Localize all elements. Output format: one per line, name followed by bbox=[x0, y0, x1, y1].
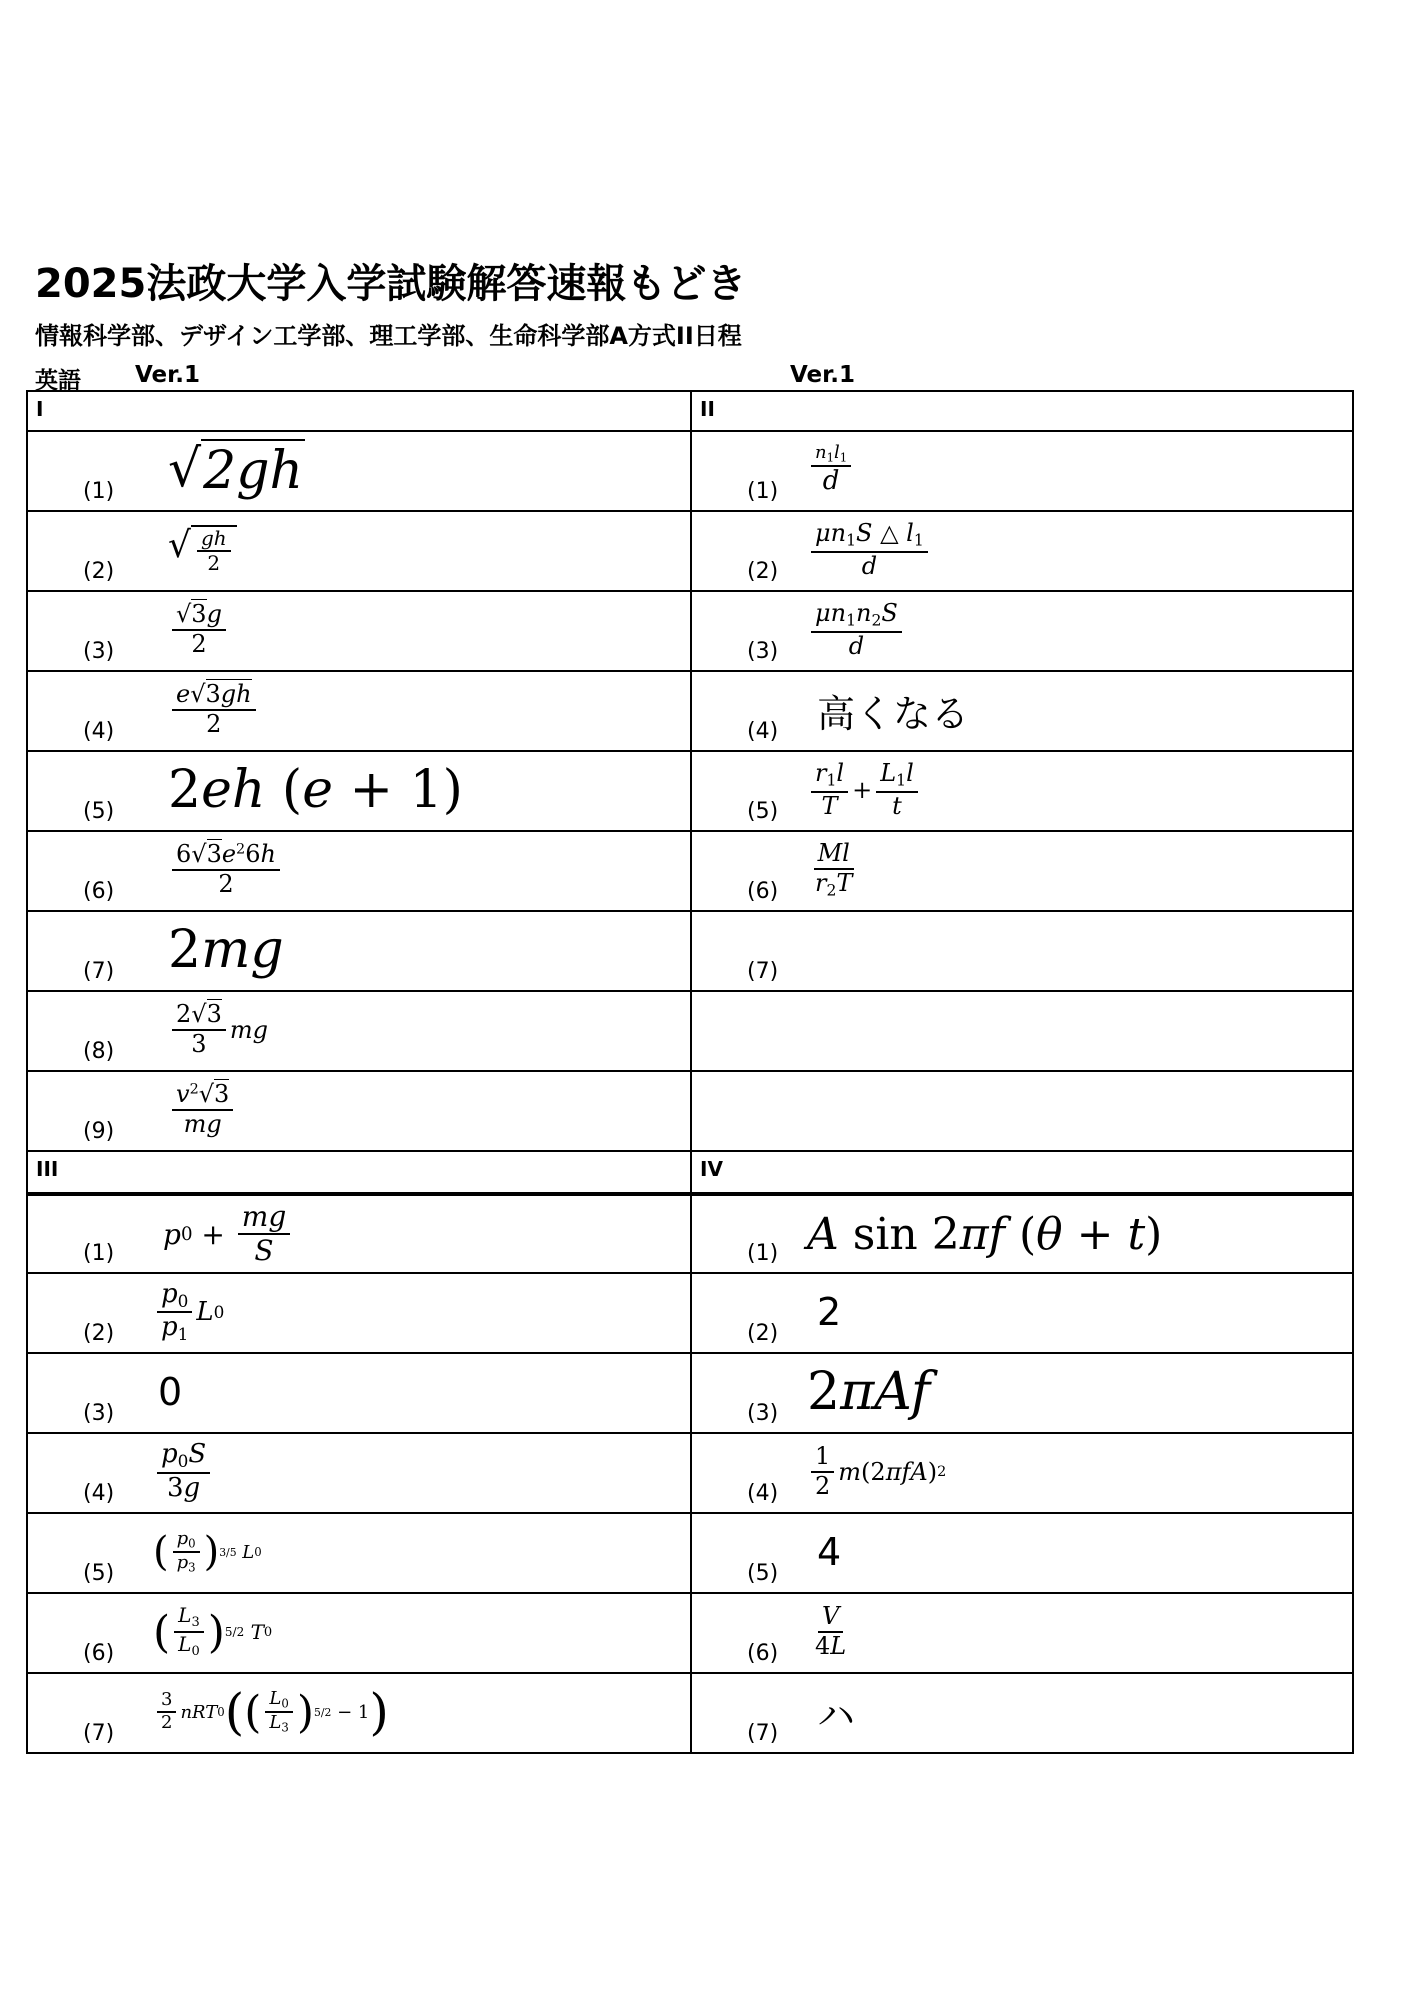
answer-formula: $\frac{2√3}{3}$ mg bbox=[168, 992, 268, 1068]
question-number: (3) bbox=[83, 1401, 115, 1426]
answer-row bbox=[690, 912, 1354, 992]
question-number: (6) bbox=[747, 1641, 779, 1666]
question-number: (6) bbox=[83, 879, 115, 904]
question-number: (7) bbox=[83, 959, 115, 984]
question-number: (1) bbox=[83, 479, 115, 504]
answer-row bbox=[26, 992, 692, 1072]
answer-formula: $\frac{v^2√3}{mg}$ bbox=[168, 1072, 237, 1148]
answer-row bbox=[690, 512, 1354, 592]
answer-formula: $\frac{V}{4L}$ bbox=[815, 1602, 847, 1660]
question-number: (5) bbox=[83, 1561, 115, 1586]
answer-formula: √ 2gh bbox=[168, 439, 304, 501]
answer-formula: A sin 2 πf ( θ + t ) bbox=[807, 1208, 1163, 1260]
question-number: (1) bbox=[747, 1241, 779, 1266]
question-number: (4) bbox=[83, 1481, 115, 1506]
section-I bbox=[26, 390, 690, 1152]
answer-text: 高くなる bbox=[817, 691, 970, 736]
subject-label: 英語 bbox=[35, 368, 81, 394]
answer-formula: 2 πAf bbox=[807, 1362, 931, 1422]
question-number: (6) bbox=[83, 1641, 115, 1666]
section-II-header: II bbox=[690, 390, 1354, 432]
answer-row bbox=[26, 672, 692, 752]
answer-formula: $\frac{6√3e^26h}{2}$ bbox=[168, 832, 284, 908]
answer-sheet bbox=[26, 390, 1354, 1754]
section-IV bbox=[690, 1152, 1354, 1754]
answer-formula: $\frac{p_0}{p_1}$ L 0 bbox=[153, 1274, 224, 1350]
answer-formula: $\frac{\mu n_1n_2S}{d}$ bbox=[807, 592, 906, 668]
question-number: (9) bbox=[83, 1119, 115, 1144]
section-IV-header: IV bbox=[690, 1152, 1354, 1194]
answer-block-upper bbox=[26, 390, 1354, 1152]
question-number: (8) bbox=[83, 1039, 115, 1064]
question-number: (2) bbox=[747, 1321, 779, 1346]
section-III bbox=[26, 1152, 690, 1754]
section-III-header: III bbox=[26, 1152, 692, 1194]
question-number: (7) bbox=[747, 1721, 779, 1746]
answer-formula: 2 eh ( e + 1) bbox=[168, 760, 463, 820]
question-number: (5) bbox=[747, 1561, 779, 1586]
answer-row bbox=[26, 1594, 692, 1674]
answer-text: 4 bbox=[817, 1530, 842, 1574]
answer-formula: $\frac{p_0S}{3g}$ bbox=[153, 1434, 214, 1510]
answer-formula: 2 mg bbox=[168, 920, 284, 980]
answer-row bbox=[690, 672, 1354, 752]
answer-row bbox=[690, 1674, 1354, 1754]
answer-block-lower bbox=[26, 1152, 1354, 1754]
answer-row bbox=[26, 512, 692, 592]
answer-row bbox=[690, 432, 1354, 512]
answer-row bbox=[690, 1274, 1354, 1354]
question-number: (7) bbox=[83, 1721, 115, 1746]
answer-row bbox=[26, 912, 692, 992]
question-number: (1) bbox=[83, 1241, 115, 1266]
question-number: (7) bbox=[747, 959, 779, 984]
question-number: (6) bbox=[747, 879, 779, 904]
answer-formula: $\frac{r_1l}{T}$ + $\frac{L_1l}{t}$ bbox=[807, 752, 922, 828]
answer-row bbox=[26, 1354, 692, 1434]
answer-row bbox=[690, 592, 1354, 672]
answer-row bbox=[26, 1434, 692, 1514]
answer-formula: $\frac{\mu n_1S \triangle l_1}{d}$ bbox=[807, 512, 932, 588]
answer-formula: $\frac{e√3gh}{2}$ bbox=[168, 672, 260, 748]
question-number: (4) bbox=[83, 719, 115, 744]
page-title: 2025法政大学入学試験解答速報もどき bbox=[35, 261, 747, 307]
version-left: Ver.1 bbox=[135, 362, 200, 388]
answer-row bbox=[690, 1594, 1354, 1674]
question-number: (1) bbox=[747, 479, 779, 504]
answer-formula: $\frac{3}{2}$ nRT 0 ( ( $\frac{L_0}{L_3}$ ) 5/2 − 1 ) bbox=[153, 1674, 389, 1750]
version-right: Ver.1 bbox=[790, 362, 855, 388]
answer-text: 0 bbox=[158, 1370, 183, 1414]
answer-text: ハ bbox=[817, 1693, 856, 1738]
answer-row bbox=[26, 1674, 692, 1754]
answer-row-empty bbox=[690, 1072, 1354, 1152]
answer-row bbox=[26, 1514, 692, 1594]
answer-row bbox=[690, 1194, 1354, 1274]
section-II bbox=[690, 390, 1354, 1152]
answer-row bbox=[26, 592, 692, 672]
answer-row bbox=[690, 832, 1354, 912]
answer-row bbox=[690, 1434, 1354, 1514]
answer-formula: p 0 + $\frac{mg}{S}$ bbox=[163, 1196, 294, 1272]
answer-formula: ( $\frac{L_3}{L_0}$ ) 5/2 T 0 bbox=[153, 1603, 273, 1659]
answer-row bbox=[26, 432, 692, 512]
answer-row bbox=[26, 832, 692, 912]
answer-row bbox=[26, 752, 692, 832]
answer-row bbox=[690, 1354, 1354, 1434]
page-subtitle: 情報科学部、デザイン工学部、理工学部、生命科学部A方式II日程 bbox=[35, 322, 742, 350]
question-number: (5) bbox=[83, 799, 115, 824]
question-number: (3) bbox=[747, 639, 779, 664]
answer-row bbox=[690, 1514, 1354, 1594]
answer-formula: $\frac{1}{2}$ m (2 πfA ) 2 bbox=[807, 1434, 946, 1510]
question-number: (3) bbox=[83, 639, 115, 664]
question-number: (5) bbox=[747, 799, 779, 824]
question-number: (2) bbox=[747, 559, 779, 584]
answer-formula: ( $\frac{p_0}{p_3}$ ) 3/5 L 0 bbox=[153, 1528, 262, 1575]
question-number: (2) bbox=[83, 559, 115, 584]
question-number: (2) bbox=[83, 1321, 115, 1346]
answer-row bbox=[690, 752, 1354, 832]
question-number: (4) bbox=[747, 1481, 779, 1506]
answer-formula: $\frac{Ml}{r_2T}$ bbox=[815, 838, 853, 900]
question-number: (3) bbox=[747, 1401, 779, 1426]
answer-formula: √ $\frac{gh}{2}$ bbox=[168, 512, 237, 588]
answer-formula: $\frac{√3g}{2}$ bbox=[168, 592, 230, 668]
answer-formula: $\frac{n_1l_1}{d}$ bbox=[807, 432, 855, 508]
answer-row bbox=[26, 1194, 692, 1274]
question-number: (4) bbox=[747, 719, 779, 744]
section-I-header: I bbox=[26, 390, 692, 432]
answer-row-empty bbox=[690, 992, 1354, 1072]
answer-text: 2 bbox=[817, 1290, 842, 1334]
answer-row bbox=[26, 1072, 692, 1152]
answer-row bbox=[26, 1274, 692, 1354]
